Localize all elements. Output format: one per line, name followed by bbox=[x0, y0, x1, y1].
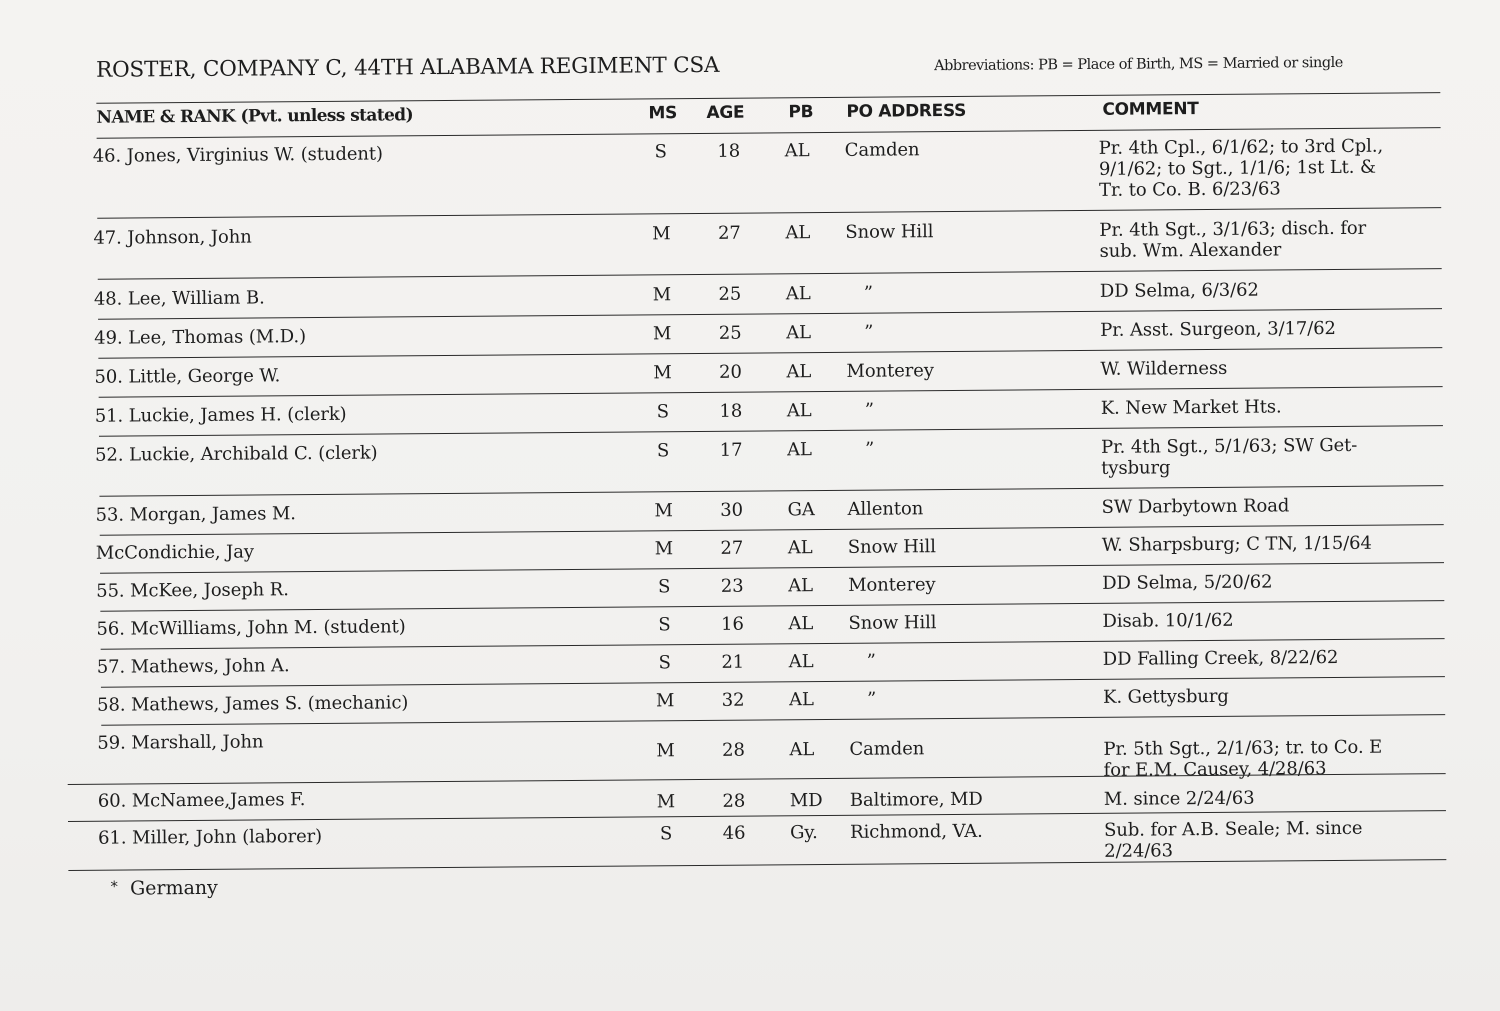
cell-ms: M bbox=[654, 538, 674, 560]
header-pb: PB bbox=[788, 102, 814, 123]
cell-comment: M. since 2/24/63 bbox=[1103, 787, 1255, 810]
cell-age: 32 bbox=[721, 689, 745, 711]
table-row bbox=[65, 395, 1443, 427]
cell-name: 47. Johnson, John bbox=[93, 226, 252, 249]
cell-ms: S bbox=[656, 401, 669, 423]
cell-ms: M bbox=[655, 690, 675, 712]
cell-po-address: Camden bbox=[844, 139, 920, 161]
cell-ms: S bbox=[656, 440, 670, 462]
roster-document bbox=[62, 47, 1440, 900]
cell-age: 28 bbox=[722, 790, 746, 812]
cell-pb: AL bbox=[787, 537, 813, 559]
cell-age: 27 bbox=[717, 222, 741, 244]
cell-name: 58. Mathews, James S. (mechanic) bbox=[97, 692, 409, 716]
cell-comment: Pr. 4th Sgt., 3/1/63; disch. for sub. Wm. Alexander bbox=[1099, 217, 1367, 262]
header-name: NAME & RANK (Pvt. unless stated) bbox=[96, 105, 414, 128]
cell-comment: Sub. for A.B. Seale; M. since 2/24/63 bbox=[1104, 817, 1363, 862]
cell-po-address: ” bbox=[866, 650, 876, 672]
cell-comment: Pr. 4th Sgt., 5/1/63; SW Get- tysburg bbox=[1101, 434, 1358, 479]
cell-name: 55. McKee, Joseph R. bbox=[96, 579, 289, 602]
cell-age: 25 bbox=[718, 322, 742, 344]
cell-ms: S bbox=[658, 652, 671, 674]
header-po-address: PO ADDRESS bbox=[846, 100, 967, 122]
cell-po-address: Allenton bbox=[847, 498, 924, 520]
cell-name: 61. Miller, John (laborer) bbox=[98, 825, 323, 849]
cell-po-address: ” bbox=[864, 399, 874, 421]
cell-pb: AL bbox=[788, 689, 814, 711]
cell-name: 46. Jones, Virginius W. (student) bbox=[92, 143, 384, 167]
cell-pb: MD bbox=[789, 790, 823, 812]
cell-name: 49. Lee, Thomas (M.D.) bbox=[94, 326, 307, 349]
cell-age: 20 bbox=[719, 361, 742, 383]
cell-age: 23 bbox=[720, 575, 744, 597]
header-comment: COMMENT bbox=[1102, 99, 1199, 120]
cell-name: 59. Marshall, John bbox=[97, 731, 264, 754]
cell-pb: AL bbox=[785, 222, 811, 244]
footnote bbox=[110, 877, 217, 900]
cell-ms: M bbox=[653, 362, 672, 384]
cell-pb: GA bbox=[787, 499, 815, 521]
cell-comment: SW Darbytown Road bbox=[1101, 495, 1290, 518]
cell-ms: M bbox=[652, 284, 672, 306]
cell-name: 48. Lee, William B. bbox=[93, 287, 265, 310]
cell-po-address: ” bbox=[863, 282, 874, 304]
cell-ms: M bbox=[656, 791, 676, 813]
cell-po-address: Snow Hill bbox=[848, 612, 937, 634]
cell-ms: S bbox=[657, 576, 671, 598]
page-title: ROSTER, COMPANY C, 44TH ALABAMA REGIMENT CSA bbox=[95, 52, 720, 83]
cell-age: 16 bbox=[721, 613, 744, 635]
cell-po-address: ” bbox=[865, 438, 875, 460]
abbreviations-note: Abbreviations: PB = Place of Birth, MS = Married or single bbox=[934, 54, 1343, 75]
cell-pb: AL bbox=[787, 439, 812, 461]
cell-age: 28 bbox=[722, 739, 745, 761]
cell-pb: AL bbox=[785, 283, 811, 305]
cell-po-address: ” bbox=[866, 688, 877, 710]
cell-comment: Pr. Asst. Surgeon, 3/17/62 bbox=[1100, 318, 1336, 341]
cell-comment: W. Sharpsburg; C TN, 1/15/64 bbox=[1101, 532, 1372, 556]
cell-name: 60. McNamee,James F. bbox=[97, 789, 306, 812]
cell-age: 21 bbox=[721, 651, 745, 673]
cell-po-address: Camden bbox=[849, 738, 925, 760]
cell-name: 50. Little, George W. bbox=[94, 365, 281, 388]
cell-comment: Disab. 10/1/62 bbox=[1102, 609, 1234, 632]
cell-po-address: ” bbox=[864, 321, 874, 343]
cell-po-address: Monterey bbox=[846, 360, 934, 382]
cell-name: 57. Mathews, John A. bbox=[96, 655, 290, 678]
row-divider bbox=[101, 714, 1445, 726]
cell-comment: K. New Market Hts. bbox=[1100, 396, 1282, 419]
cell-age: 30 bbox=[720, 499, 744, 521]
table-row bbox=[64, 356, 1442, 388]
cell-ms: S bbox=[659, 823, 673, 845]
header-age: AGE bbox=[706, 102, 745, 123]
footnote-marker: * bbox=[110, 877, 119, 896]
cell-comment: DD Selma, 6/3/62 bbox=[1099, 279, 1259, 302]
cell-pb: AL bbox=[788, 651, 814, 673]
cell-age: 17 bbox=[719, 439, 743, 461]
table-row bbox=[64, 278, 1442, 310]
header-ms: MS bbox=[648, 103, 678, 124]
table-row bbox=[63, 217, 1441, 262]
cell-age: 46 bbox=[722, 822, 746, 844]
cell-pb: AL bbox=[786, 361, 812, 383]
cell-po-address: Baltimore, MD bbox=[849, 788, 983, 811]
cell-comment: W. Wilderness bbox=[1100, 357, 1228, 380]
cell-ms: S bbox=[654, 141, 667, 163]
cell-age: 18 bbox=[717, 140, 741, 162]
cell-po-address: Richmond, VA. bbox=[850, 820, 983, 843]
cell-name: McCondichie, Jay bbox=[95, 541, 255, 564]
table-row bbox=[66, 494, 1444, 526]
cell-pb: AL bbox=[786, 400, 812, 422]
cell-ms: S bbox=[658, 614, 671, 636]
cell-comment: DD Selma, 5/20/62 bbox=[1102, 571, 1273, 594]
cell-ms: M bbox=[656, 740, 675, 762]
table-bottom-rule bbox=[68, 859, 1446, 871]
cell-comment: K. Gettysburg bbox=[1102, 685, 1229, 708]
row-divider bbox=[98, 268, 1442, 280]
cell-pb: Gy. bbox=[790, 822, 818, 844]
cell-po-address: Snow Hill bbox=[845, 221, 934, 243]
table-row bbox=[64, 317, 1442, 349]
footnote-text: Germany bbox=[129, 876, 218, 900]
cell-name: 52. Luckie, Archibald C. (clerk) bbox=[95, 442, 378, 466]
cell-po-address: Monterey bbox=[848, 574, 936, 596]
cell-name: 56. McWilliams, John M. (student) bbox=[96, 616, 406, 640]
cell-pb: AL bbox=[788, 575, 814, 597]
cell-ms: M bbox=[652, 323, 672, 345]
cell-age: 18 bbox=[719, 400, 743, 422]
cell-comment: Pr. 5th Sgt., 2/1/63; tr. to Co. E for E.M. Causey, 4/28/63 bbox=[1103, 736, 1383, 781]
cell-pb: AL bbox=[784, 140, 810, 162]
cell-age: 25 bbox=[718, 283, 742, 305]
table-row bbox=[65, 434, 1443, 479]
cell-pb: AL bbox=[786, 322, 812, 344]
cell-age: 27 bbox=[720, 537, 744, 559]
cell-comment: Pr. 4th Cpl., 6/1/62; to 3rd Cpl., 9/1/62; to Sgt., 1/1/6; 1st Lt. & Tr. to Co. B. 6/23/63 bbox=[1098, 135, 1384, 201]
row-divider bbox=[97, 207, 1441, 219]
cell-ms: M bbox=[654, 500, 673, 522]
cell-pb: AL bbox=[789, 739, 815, 761]
cell-name: 51. Luckie, James H. (clerk) bbox=[94, 403, 347, 427]
cell-name: 53. Morgan, James M. bbox=[95, 503, 296, 526]
cell-po-address: Snow Hill bbox=[847, 536, 936, 558]
cell-pb: AL bbox=[788, 613, 814, 635]
cell-comment: DD Falling Creek, 8/22/62 bbox=[1102, 646, 1339, 670]
cell-ms: M bbox=[652, 223, 671, 245]
